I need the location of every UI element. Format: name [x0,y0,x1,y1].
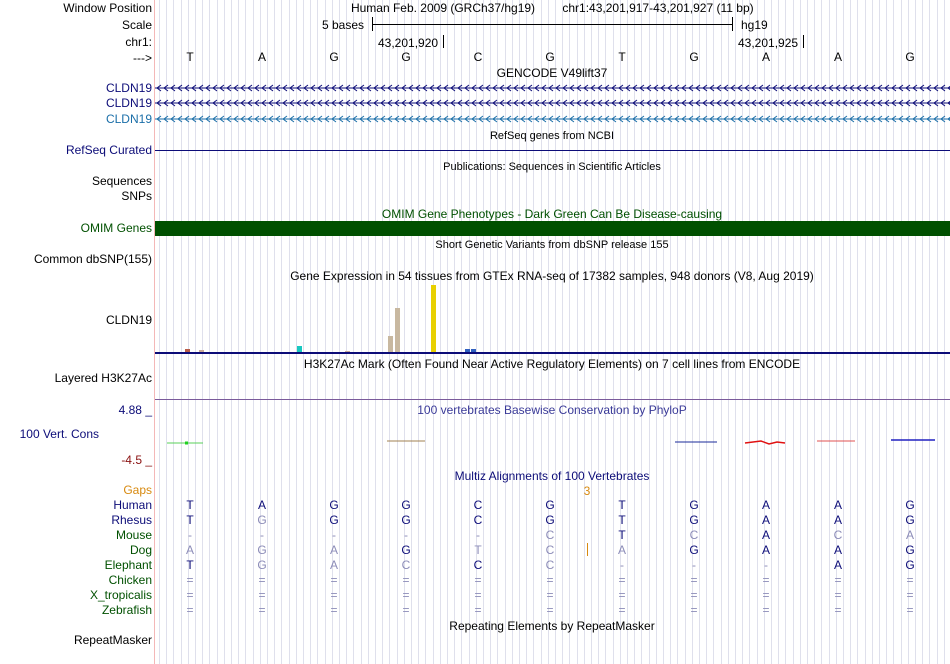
alignment-base: = [618,603,626,617]
alignment-base: A [329,558,338,572]
alignment-base: = [474,588,482,602]
alignment-base: = [618,573,626,587]
species-label-chicken[interactable]: Chicken [108,573,152,587]
cons-track-label[interactable]: 100 Vert. Cons [19,427,99,441]
sequence-base: G [401,50,411,64]
sequence-base: T [618,50,626,64]
alignment-base: C [545,543,555,557]
gencode-track-title: GENCODE V49lift37 [496,66,608,80]
coord-tick-2 [803,35,804,48]
alignment-base: A [761,528,770,542]
alignment-base: = [474,603,482,617]
alignment-base: G [329,513,339,527]
scale-label: Scale [121,18,152,32]
alignment-base: G [257,513,267,527]
alignment-base: C [473,498,483,512]
refseq-gene-line[interactable] [155,150,950,151]
track-data-area[interactable] [155,0,950,664]
cons-ymin-label: -4.5 _ [121,453,152,467]
gencode-gene-label-2[interactable]: CLDN19 [105,96,152,110]
alignment-base: = [906,603,914,617]
omim-gene-bar[interactable] [155,221,950,236]
alignment-base: = [762,588,770,602]
species-label-rhesus[interactable]: Rhesus [111,513,152,527]
alignment-base: T [618,528,626,542]
alignment-base: A [833,498,842,512]
h3k27ac-track-title: H3K27Ac Mark (Often Found Near Active Regulatory Elements) on 7 cell lines from ENCODE [303,357,801,371]
species-label-zebrafish[interactable]: Zebrafish [101,603,152,617]
position-text: chr1:43,201,917-43,201,927 (11 bp) [562,1,754,15]
coord-label-2: 43,201,925 [738,36,799,50]
window-position-label: Window Position [63,1,152,15]
alignment-base: = [186,588,194,602]
sequence-base: A [833,50,842,64]
coord-tick-1 [443,35,444,48]
omim-genes-label[interactable]: OMIM Genes [80,221,152,235]
alignment-base: = [402,573,410,587]
alignment-base: A [761,513,770,527]
sequence-base: A [257,50,266,64]
alignment-base: = [690,588,698,602]
dbsnp-track-title: Short Genetic Variants from dbSNP release 155 [435,239,669,251]
sequence-base: G [905,50,915,64]
alignment-base: = [834,588,842,602]
alignment-base: - [404,528,408,542]
alignment-base: T [186,498,194,512]
alignment-base: = [186,573,194,587]
alignment-base: = [762,573,770,587]
alignment-base: C [473,558,483,572]
alignment-base: - [620,558,624,572]
alignment-base: = [546,588,554,602]
alignment-base: = [906,573,914,587]
assembly-text: Human Feb. 2009 (GRCh37/hg19) [350,1,536,15]
alignment-base: C [473,513,483,527]
publications-snps-label[interactable]: SNPs [121,189,152,203]
alignment-base: = [330,603,338,617]
alignment-base: = [186,603,194,617]
chr-label: chr1: [125,35,152,49]
alignment-base: A [329,543,338,557]
alignment-base: C [545,528,555,542]
alignment-base: - [764,558,768,572]
strand-label: ---> [133,51,152,65]
alignment-base: - [260,528,264,542]
alignment-base: = [762,603,770,617]
gtex-tissue-bar[interactable] [395,308,400,352]
alignment-base: G [905,543,915,557]
alignment-base: A [833,513,842,527]
repeatmasker-track-title: Repeating Elements by RepeatMasker [449,619,655,633]
alignment-base: A [833,558,842,572]
omim-track-title: OMIM Gene Phenotypes - Dark Green Can Be Disease-causing [381,207,723,221]
alignment-base: C [401,558,411,572]
alignment-base: C [833,528,843,542]
alignment-base: A [617,543,626,557]
alignment-base: C [545,558,555,572]
gencode-gene-label-3[interactable]: CLDN19 [105,112,152,126]
scale-assembly: hg19 [741,18,768,32]
alignment-base: = [690,573,698,587]
refseq-track-title: RefSeq genes from NCBI [489,130,615,142]
alignment-base: - [188,528,192,542]
alignment-base: = [906,588,914,602]
gencode-transcript-1[interactable] [155,84,950,92]
alignment-base: G [905,558,915,572]
species-label-x_tropicalis[interactable]: X_tropicalis [89,588,152,602]
cons-segment-4 [745,441,785,444]
h3k27ac-signal-line [155,399,950,400]
gencode-transcript-2[interactable] [155,99,950,107]
gaps-label: Gaps [123,483,152,497]
alignment-base: G [905,498,915,512]
alignment-base: = [546,573,554,587]
scale-text: 5 bases [322,18,365,32]
alignment-base: A [257,498,266,512]
gap-insertion-marker [587,543,588,556]
scale-bar-right-tick [732,17,733,31]
alignment-base: G [689,498,699,512]
gtex-track-title: Gene Expression in 54 tissues from GTEx RNA-seq of 17382 samples, 948 donors (V8, Aug 2019) [290,269,814,283]
dbsnp-label[interactable]: Common dbSNP(155) [33,252,152,266]
alignment-base: G [257,543,267,557]
multiz-track-title: Multiz Alignments of 100 Vertebrates [454,469,650,483]
gtex-tissue-bar[interactable] [388,336,393,352]
alignment-base: = [330,588,338,602]
species-label-elephant[interactable]: Elephant [104,558,152,572]
alignment-base: = [258,603,266,617]
sequence-base: G [689,50,699,64]
species-label-mouse[interactable]: Mouse [115,528,152,542]
alignment-base: - [332,528,336,542]
sequence-base: G [329,50,339,64]
gap-count: 3 [583,484,591,498]
alignment-base: A [905,528,914,542]
alignment-base: A [185,543,194,557]
h3k27ac-label[interactable]: Layered H3K27Ac [54,371,152,385]
alignment-base: G [401,543,411,557]
alignment-base: G [689,513,699,527]
sequence-base: G [545,50,555,64]
alignment-base: T [618,498,626,512]
alignment-base: T [618,513,626,527]
repeatmasker-label[interactable]: RepeatMasker [73,633,152,647]
alignment-base: = [834,573,842,587]
alignment-base: A [761,543,770,557]
alignment-base: = [402,603,410,617]
cons-ymax-label: 4.88 _ [118,403,152,417]
gtex-gene-label[interactable]: CLDN19 [105,313,152,327]
alignment-base: - [476,528,480,542]
alignment-base: G [905,513,915,527]
alignment-base: G [329,498,339,512]
alignment-base: C [689,528,699,542]
scale-bar [372,24,732,25]
alignment-base: = [474,573,482,587]
publications-sequences-label[interactable]: Sequences [91,174,152,188]
alignment-base: G [401,498,411,512]
coord-label-1: 43,201,920 [378,36,439,50]
sequence-base: C [473,50,483,64]
alignment-base: - [692,558,696,572]
species-label-dog[interactable]: Dog [129,543,152,557]
cons-track-title: 100 vertebrates Basewise Conservation by PhyloP [417,403,687,417]
alignment-base: = [546,603,554,617]
alignment-base: = [330,573,338,587]
alignment-base: T [474,543,482,557]
refseq-curated-label[interactable]: RefSeq Curated [65,143,152,157]
publications-track-title: Publications: Sequences in Scientific Articles [443,161,661,173]
sequence-base: A [761,50,770,64]
alignment-base: = [258,588,266,602]
gencode-transcript-3[interactable] [155,115,950,123]
gtex-tissue-bar[interactable] [431,285,436,352]
sequence-base: T [186,50,194,64]
alignment-base: G [257,558,267,572]
alignment-base: A [761,498,770,512]
gtex-baseline [155,352,950,354]
alignment-base: = [834,603,842,617]
cons-phylop-plot[interactable] [155,430,950,452]
alignment-base: = [402,588,410,602]
track-labels [0,0,154,664]
gencode-gene-label-1[interactable]: CLDN19 [105,81,152,95]
alignment-base: G [545,498,555,512]
alignment-base: = [690,603,698,617]
alignment-base: T [186,513,194,527]
alignment-base: G [689,543,699,557]
alignment-base: T [186,558,194,572]
alignment-base: = [258,573,266,587]
alignment-base: G [545,513,555,527]
alignment-base: = [618,588,626,602]
species-label-human[interactable]: Human [113,498,152,512]
alignment-base: G [401,513,411,527]
alignment-base: A [833,543,842,557]
